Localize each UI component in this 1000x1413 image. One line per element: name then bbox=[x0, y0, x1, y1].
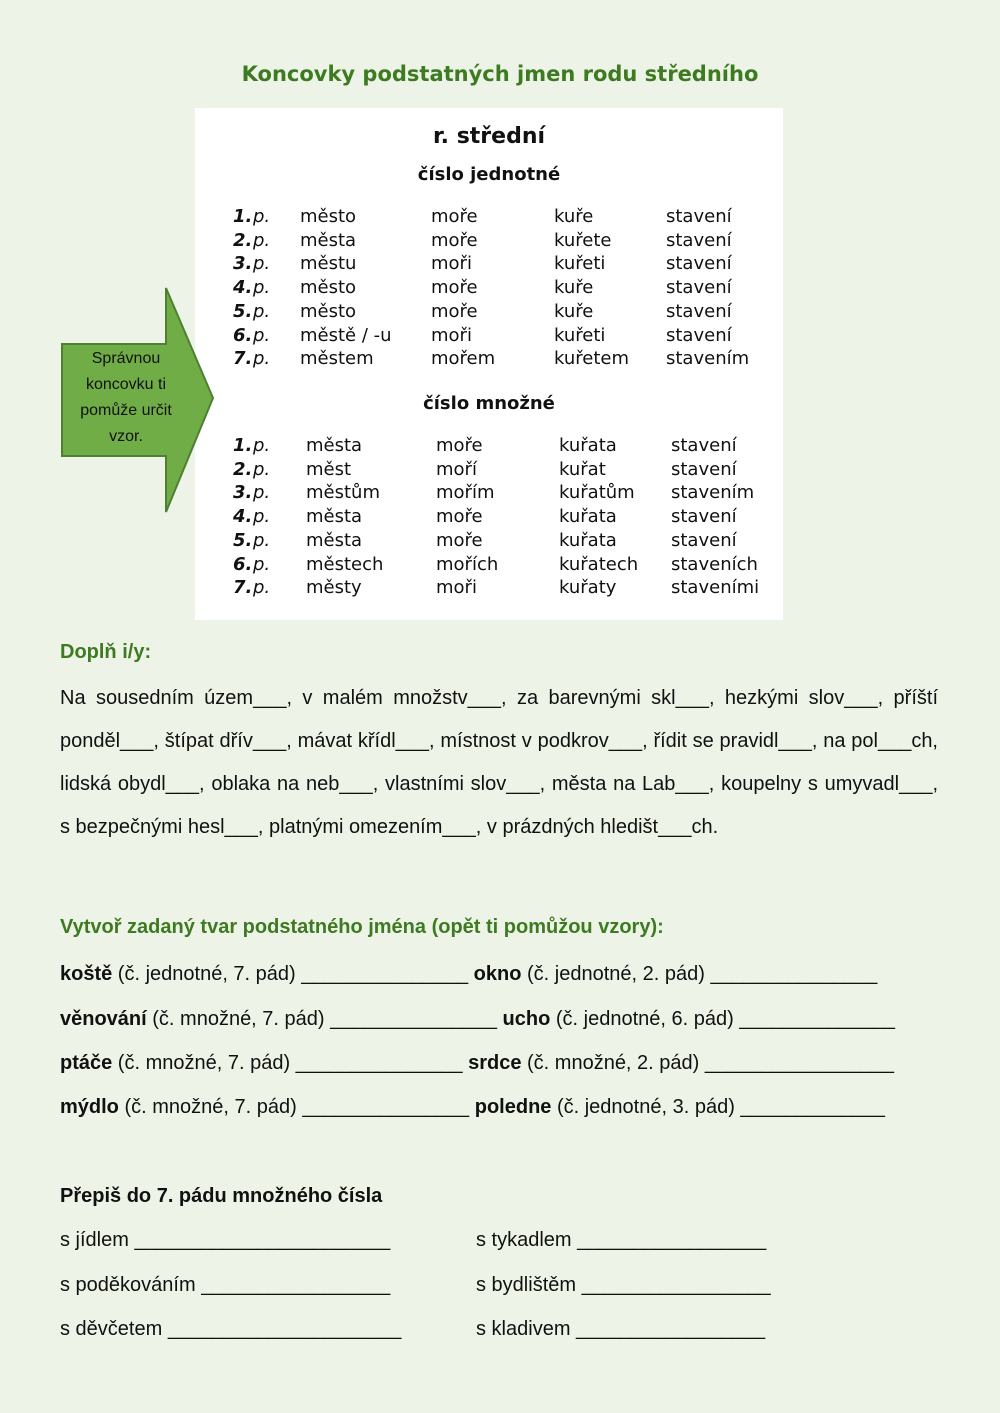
rewrite-item: s jídlem _______________________ bbox=[60, 1229, 391, 1251]
pattern-form: moři bbox=[431, 324, 472, 346]
case-label: p. bbox=[253, 482, 271, 504]
pattern-form: stavení bbox=[666, 277, 732, 299]
case-label: p. bbox=[253, 277, 271, 299]
case-number: 4. bbox=[233, 277, 253, 299]
pattern-form: měst bbox=[306, 458, 352, 480]
case-label: p. bbox=[253, 253, 271, 275]
case-number: 4. bbox=[233, 506, 253, 528]
pattern-form: moří bbox=[436, 458, 477, 480]
pattern-form: kuřetem bbox=[554, 348, 630, 370]
case-number: 1. bbox=[233, 435, 253, 456]
case-label: p. bbox=[253, 206, 271, 227]
pattern-form: kuřata bbox=[559, 435, 617, 456]
section1-title: Doplň i/y: bbox=[60, 641, 152, 663]
pattern-form: kuřata bbox=[559, 529, 617, 551]
pattern-form: stavení bbox=[666, 300, 732, 322]
pattern-form: města bbox=[306, 435, 363, 456]
rewrite-item: s tykadlem _________________ bbox=[476, 1229, 767, 1251]
pattern-form: kuřeti bbox=[554, 324, 606, 346]
pattern-form: stavení bbox=[671, 458, 737, 480]
case-number: 6. bbox=[233, 324, 253, 346]
pattern-form: mořích bbox=[436, 553, 499, 575]
case-label: p. bbox=[253, 577, 271, 599]
pattern-form: kuřeti bbox=[554, 253, 606, 275]
pattern-form: město bbox=[300, 206, 357, 227]
pattern-form: stavení bbox=[666, 324, 732, 346]
pattern-form: moře bbox=[436, 529, 483, 551]
pattern-form: moře bbox=[431, 300, 478, 322]
table-heading: r. střední bbox=[432, 124, 546, 149]
case-label: p. bbox=[253, 435, 271, 456]
plural-heading: číslo množné bbox=[423, 393, 555, 414]
pattern-form: moře bbox=[431, 206, 478, 227]
pattern-form: stavením bbox=[666, 348, 750, 370]
pattern-form: kuře bbox=[554, 277, 594, 299]
pattern-form: město bbox=[300, 300, 357, 322]
pattern-form: stavení bbox=[671, 529, 737, 551]
case-label: p. bbox=[253, 458, 271, 480]
pattern-form: moři bbox=[436, 577, 477, 599]
rewrite-item: s děvčetem _____________________ bbox=[60, 1318, 402, 1340]
pattern-form: kuřat bbox=[559, 458, 606, 480]
rewrite-item: s kladivem _________________ bbox=[476, 1318, 766, 1340]
section2-title: Vytvoř zadaný tvar podstatného jména (opět ti pomůžou vzory): bbox=[60, 916, 664, 938]
pattern-form: městem bbox=[300, 348, 374, 370]
pattern-form: kuřata bbox=[559, 506, 617, 528]
page-title: Koncovky podstatných jmen rodu středního bbox=[241, 62, 759, 86]
pattern-form: staveními bbox=[671, 577, 760, 599]
pattern-form: stavení bbox=[666, 206, 732, 227]
pattern-form: mořím bbox=[436, 482, 495, 504]
pattern-form: moře bbox=[436, 435, 483, 456]
pattern-form: kuřaty bbox=[559, 577, 617, 599]
case-number: 7. bbox=[233, 577, 253, 599]
pattern-form: moře bbox=[431, 229, 478, 251]
case-label: p. bbox=[253, 348, 271, 370]
pattern-form: kuřete bbox=[554, 229, 612, 251]
pattern-form: města bbox=[306, 506, 363, 528]
arrow-hint-text: Správnou koncovku ti pomůže určit vzor. bbox=[80, 350, 172, 445]
case-number: 2. bbox=[233, 229, 253, 251]
pattern-form: kuřatech bbox=[559, 553, 639, 575]
exercise-row: ptáče (č. množné, 7. pád) _______________ srdce (č. množné, 2. pád) _________________ bbox=[60, 1052, 894, 1074]
pattern-form: města bbox=[306, 529, 363, 551]
exercise-row: věnování (č. množné, 7. pád) _______________ ucho (č. jednotné, 6. pád) ______________ bbox=[60, 1008, 896, 1030]
case-label: p. bbox=[253, 506, 271, 528]
exercise-row: mýdlo (č. množné, 7. pád) _______________ poledne (č. jednotné, 3. pád) _____________ bbox=[60, 1096, 886, 1118]
rewrite-item: s poděkováním _________________ bbox=[60, 1274, 391, 1296]
pattern-form: město bbox=[300, 277, 357, 299]
pattern-form: stavení bbox=[671, 435, 737, 456]
declension-table bbox=[195, 108, 783, 620]
pattern-form: městech bbox=[306, 553, 384, 575]
case-number: 3. bbox=[233, 253, 253, 275]
singular-heading: číslo jednotné bbox=[417, 164, 561, 185]
case-label: p. bbox=[253, 300, 271, 322]
pattern-form: městě / -u bbox=[300, 324, 392, 346]
pattern-form: městům bbox=[306, 482, 380, 504]
pattern-form: stavením bbox=[671, 482, 755, 504]
section1-exercise-text: Na sousedním územ___, v malém množstv___, za barevnými skl___, hezkými slov___, příští ponděl___, štípat dřív___, mávat křídl___, místnost v podkrov___, řídit se pravidl___, na pol___ch, lidská obydl___, oblaka na neb___, vlastními slov___, města na Lab___, koupelny s umyvadl___, s bezpečnými hesl___, platnými omezením___, v prázdných hledišt___ch. bbox=[60, 687, 938, 838]
pattern-form: stavení bbox=[666, 229, 732, 251]
case-number: 3. bbox=[233, 482, 253, 504]
pattern-form: stavení bbox=[666, 253, 732, 275]
pattern-form: kuře bbox=[554, 300, 594, 322]
pattern-form: města bbox=[300, 229, 357, 251]
pattern-form: staveních bbox=[671, 553, 758, 575]
pattern-form: kuřatům bbox=[559, 482, 635, 504]
case-number: 5. bbox=[233, 300, 253, 322]
pattern-form: moře bbox=[431, 277, 478, 299]
case-number: 5. bbox=[233, 529, 253, 551]
exercise-row: koště (č. jednotné, 7. pád) _______________ okno (č. jednotné, 2. pád) _______________ bbox=[60, 963, 878, 985]
pattern-form: moři bbox=[431, 253, 472, 275]
pattern-form: moře bbox=[436, 506, 483, 528]
case-label: p. bbox=[253, 553, 271, 575]
pattern-form: kuře bbox=[554, 206, 594, 227]
case-label: p. bbox=[253, 324, 271, 346]
pattern-form: stavení bbox=[671, 506, 737, 528]
pattern-form: městu bbox=[300, 253, 357, 275]
rewrite-item: s bydlištěm _________________ bbox=[476, 1274, 771, 1296]
pattern-form: mořem bbox=[431, 348, 496, 370]
case-number: 7. bbox=[233, 348, 253, 370]
case-label: p. bbox=[253, 529, 271, 551]
case-number: 6. bbox=[233, 553, 253, 575]
case-number: 2. bbox=[233, 458, 253, 480]
case-number: 1. bbox=[233, 206, 253, 227]
section3-title: Přepiš do 7. pádu množného čísla bbox=[60, 1185, 383, 1207]
pattern-form: městy bbox=[306, 577, 362, 599]
case-label: p. bbox=[253, 229, 271, 251]
